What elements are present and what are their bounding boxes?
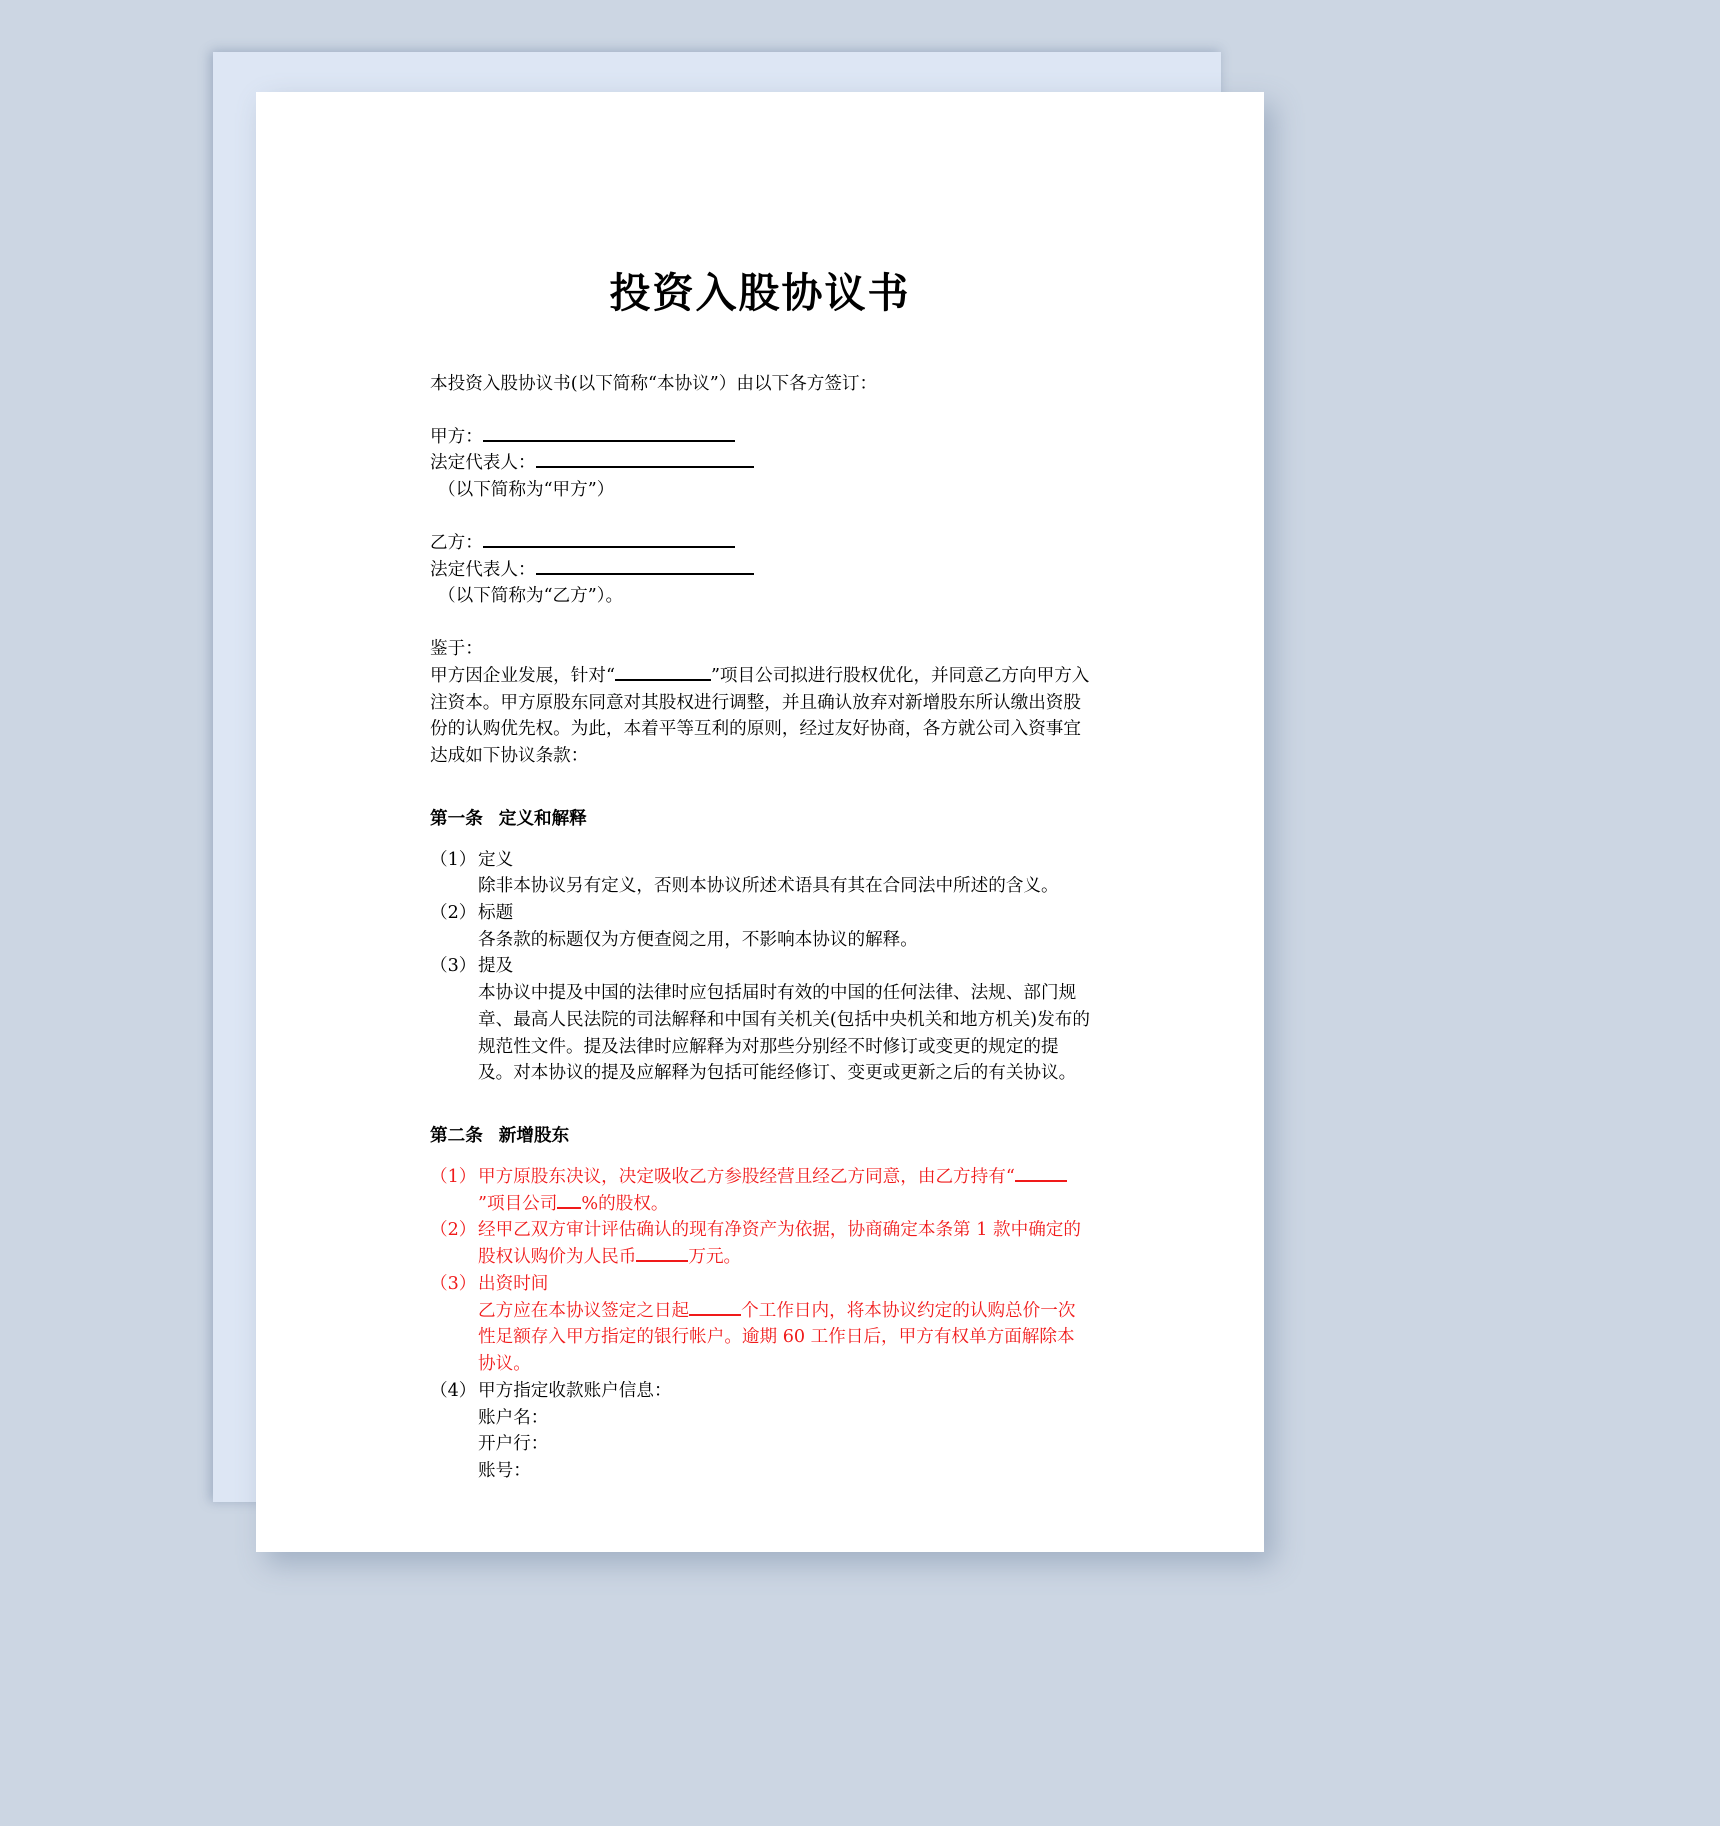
clause-two-item-2-marker: （2） (430, 1220, 477, 1241)
document-content (430, 319, 1090, 1485)
clause-two-number: 第二条 (430, 1126, 483, 1147)
clause-two-item-2-body (478, 1217, 1090, 1270)
clause-two-item-1-body (478, 1164, 1090, 1217)
page-title: 投资入股协议书 (609, 269, 911, 317)
clause-one-item-3-body: 本协议中提及中国的法律时应包括届时有效的中国的任何法律、法规、部门规章、最高人民法院的司法解释和中国有关机关(包括中央机关和地方机关)发布的规范性文件。提及法律时应解释为对那些分别经不时修订或变更的规定的提及。对本协议的提及应解释为包括可能经修订、变更或更新之后的有关协议。 (478, 983, 1090, 1084)
intro-paragraph: 本投资入股协议书(以下简称“本协议”）由以下各方签订： (430, 374, 878, 394)
clause-two-item-4-marker: （4） (430, 1380, 477, 1401)
shareholding-percent-input[interactable] (557, 1207, 581, 1209)
clause-two-item-4-heading: 甲方指定收款账户信息： (478, 1380, 672, 1401)
party-a-rep-label: 法定代表人： (430, 453, 536, 474)
project-name-input[interactable] (615, 679, 711, 681)
party-a-line (430, 424, 1090, 451)
list-item (430, 1378, 1090, 1405)
clause-one-item-1-heading: 定义 (478, 849, 514, 870)
clause-one-item-3-heading: 提及 (478, 956, 514, 977)
clause-two-item-1-marker: （1） (430, 1166, 477, 1187)
shareholding-project-input[interactable] (1015, 1180, 1067, 1182)
whereas-label: 鉴于： (430, 639, 483, 660)
list-item (430, 1217, 1090, 1270)
list-item (430, 953, 1090, 980)
account-number-field[interactable]: 账号： (478, 1460, 531, 1481)
party-b-rep-label: 法定代表人： (430, 559, 536, 580)
clause-one-item-3-marker: （3） (430, 956, 477, 977)
clause-one-item-1-body: 除非本协议另有定义，否则本协议所述术语具有其在合同法中所述的含义。 (478, 876, 1059, 897)
clause-two-item-3-text-a: 乙方应在本协议签定之日起 (478, 1300, 690, 1321)
clause-one-item-1-marker: （1） (430, 849, 477, 870)
whereas-text-after: ”项目公司拟进行股权优化，并同意乙方向甲方入注资本。甲方原股东同意对其股权进行调整，并且确认放弃对新增股东所认缴出资股份的认购优先权。为此，本着平等互利的原则，经过友好协商，各方就公司入资事宜达成如下协议条款： (430, 665, 1090, 767)
clause-two-title: 新增股东 (498, 1126, 570, 1147)
clause-two-item-2-text-a: 经甲乙双方审计评估确认的现有净资产为依据，协商确定本条第 1 款中确定的股权认购价为人民币 (478, 1220, 1081, 1268)
clause-two-item-3-heading: 出资时间 (478, 1273, 549, 1294)
clause-two-item-1-text-b: ”项目公司 (478, 1193, 558, 1214)
party-b-rep-line (430, 557, 1090, 584)
clause-one-number: 第一条 (430, 808, 483, 829)
party-b-label: 乙方： (430, 532, 483, 553)
clause-one-title: 定义和解释 (498, 808, 587, 829)
party-b-line (430, 530, 1090, 557)
whereas-text-before: 甲方因企业发展，针对“ (430, 665, 615, 686)
clause-one-item-2-body: 各条款的标题仅为方便查阅之用，不影响本协议的解释。 (478, 929, 918, 950)
purchase-price-input[interactable] (636, 1260, 688, 1262)
party-a-label: 甲方： (430, 426, 483, 447)
list-item (430, 1271, 1090, 1298)
whereas-paragraph (430, 663, 1090, 770)
clause-two-item-3-body (478, 1298, 1090, 1378)
clause-one-heading (430, 806, 1090, 833)
clause-two-item-3-text-b: 个工作日内，将本协议约定的认购总价一次性足额存入甲方指定的银行帐户。逾期 60 工作日后，甲方有权单方面解除本协议。 (478, 1300, 1076, 1375)
party-a-rep-line (430, 450, 1090, 477)
clause-two-heading (430, 1123, 1090, 1150)
clause-two-item-1-text-a: 甲方原股东决议，决定吸收乙方参股经营且经乙方同意，由乙方持有“ (478, 1166, 1015, 1187)
document-body (256, 92, 1264, 1552)
party-a-rep-input[interactable] (536, 466, 754, 468)
party-b-input[interactable] (483, 546, 735, 548)
party-b-rep-input[interactable] (536, 573, 754, 575)
clause-two-item-3-marker: （3） (430, 1273, 477, 1294)
clause-two-item-1-text-c: %的股权。 (581, 1193, 669, 1214)
list-item (430, 900, 1090, 927)
list-item (430, 1164, 1090, 1217)
document-page (256, 92, 1264, 1552)
list-item (430, 847, 1090, 874)
payment-days-input[interactable] (689, 1314, 741, 1316)
clause-one-item-2-marker: （2） (430, 903, 477, 924)
clause-one-item-2-heading: 标题 (478, 903, 514, 924)
clause-two-item-2-text-b: 万元。 (688, 1247, 742, 1268)
account-name-field[interactable]: 账户名： (478, 1407, 549, 1428)
account-bank-field[interactable]: 开户行： (478, 1434, 549, 1455)
party-a-input[interactable] (483, 440, 735, 442)
party-b-alias: （以下简称为“乙方”）。 (438, 586, 624, 607)
party-a-alias: （以下简称为“甲方”） (438, 480, 615, 501)
